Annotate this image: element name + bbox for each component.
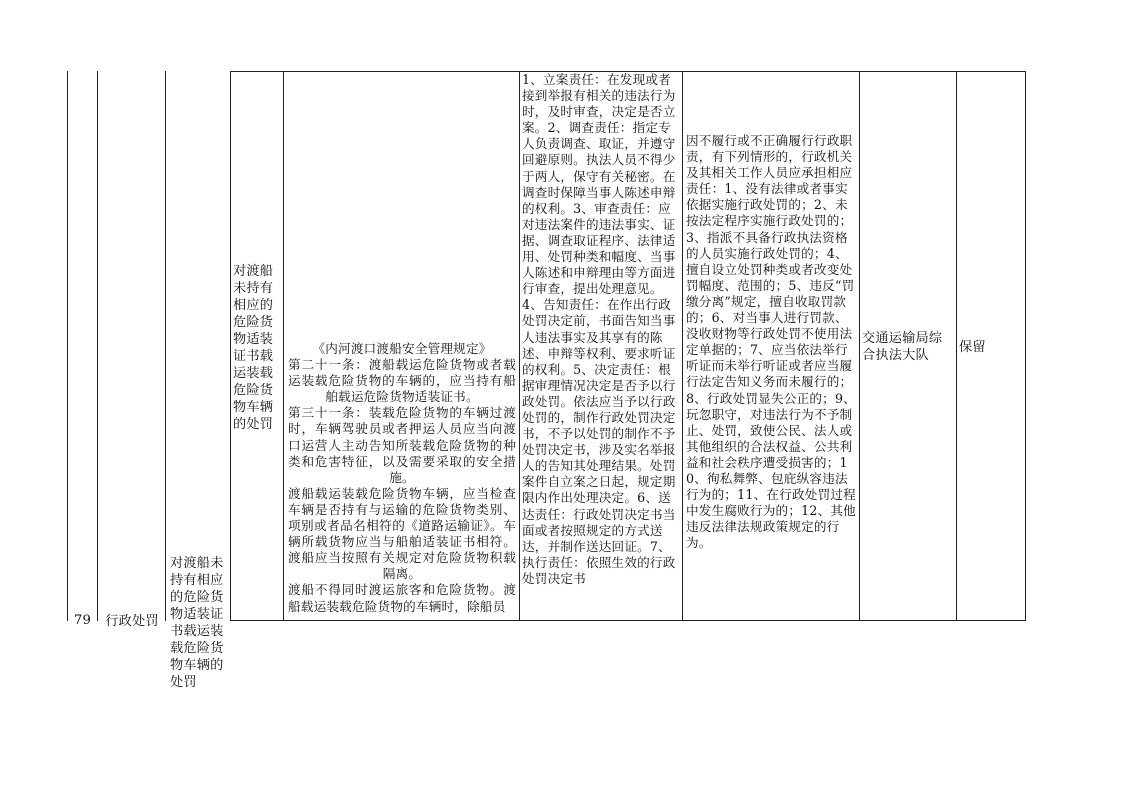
- power-category: 行政处罚: [105, 614, 159, 629]
- basis-article-31: 第三十一条：装载危险货物的车辆过渡时，车辆驾驶员或者押运人员应当向渡口运营人主动告知所装载危险货物的种类和危害特征，以及需要采取的安全措施。: [288, 405, 516, 485]
- item-status: 保留: [959, 340, 986, 355]
- col-line-10: [1025, 71, 1026, 621]
- basis-paragraph-3: 渡船载运装载危险货物车辆，应当检查车辆是否持有与运输的危险货物类别、项别或者品名相符的《道路运输证》。车辆所载货物应当与船舶适装证书相符。渡船应当按照有关规定对危险货物积载隔离。: [288, 485, 516, 582]
- index-cell: [68, 71, 97, 628]
- basis-article-21: 第二十一条：渡船载运危险货物或者载运装载危险货物的车辆的，应当持有船舶载运危险货物适装证书。: [288, 357, 516, 405]
- category-cell: [98, 71, 165, 629]
- row-index: 79: [73, 613, 92, 628]
- item-name: 对渡船未持有相应的危险货物适装证书载运装载危险货物车辆的处罚: [170, 556, 224, 690]
- basis-cell: [284, 71, 519, 621]
- col-line-4: [230, 71, 231, 621]
- col-line-9: [956, 71, 957, 621]
- responsibility-text: 1、立案责任：在发现或者接到举报有相关的违法行为时，及时审查，决定是否立案。2、调查责任：指定专人负责调查、取证，并遵守回避原则。执法人员不得少于两人，保守有关秘密。在调查时保障当事人陈述申辩的权利。3、审查责任：应对违法案件的违法事实、证据、调查取证程序、法律适用、处罚种类和幅度、当事人陈述和申辩理由等方面进行审查，提出处理意见。4、告知责任：在作出行政处罚决定前，书面告知当事人违法事实及其享有的陈述、申辩等权利、要求听证的权利。5、决定责任：根据审理情况决定是否予以行政处罚。依法应当予以行政处罚的，制作行政处罚决定书，不予以处罚的制作不予处罚决定书，涉及实名举报人的告知其处理结果。处罚案件自立案之日起，规定期限内作出处理决定。6、送达责任：行政处罚决定书当面或者按照规定的方式送达，并制作送达回证。7、执行责任：依照生效的行政处罚决定书: [522, 72, 676, 586]
- accountability-cell: [683, 71, 859, 621]
- enforcement-agency: 交通运输局综合执法大队: [862, 331, 943, 363]
- sub-item-name: 对渡船未持有相应的危险货物适装证书载运装载危险货物车辆的处罚: [233, 264, 274, 432]
- basis-paragraph-4: 渡船不得同时渡运旅客和危险货物。渡船载运装载危险货物的车辆时，除船员: [288, 582, 516, 614]
- basis-text: [288, 341, 516, 615]
- basis-regulation-title: 《内河渡口渡船安全管理规定》: [312, 341, 492, 356]
- responsibility-cell: [520, 71, 682, 621]
- col-line-8: [859, 71, 860, 621]
- item-name-cell: [166, 71, 230, 690]
- accountability-text: 因不履行或不正确履行行政职责，有下列情形的，行政机关及其相关工作人员应承担相应责任：1、没有法律或者事实依据实施行政处罚的；2、未按法定程序实施行政处罚的；3、指派不具备行政执法资格的人员实施行政处罚的；4、擅自设立处罚种类或者改变处罚幅度、范围的；5、违反“罚缴分离”规定，擅自收取罚款的；6、对当事人进行罚款、没收财物等行政处罚不使用法定单据的；7、应当依法举行听证而未举行听证或者应当履行法定告知义务而未履行的；8、行政处罚显失公正的；9、玩忽职守，对违法行为不予制止、处罚，致使公民、法人或其他组织的合法权益、公共利益和社会秩序遭受损害的；10、徇私舞弊、包庇纵容违法行为的；11、在行政处罚过程中发生腐败行为的；12、其他违反法律法规政策规定的行为。: [686, 133, 856, 551]
